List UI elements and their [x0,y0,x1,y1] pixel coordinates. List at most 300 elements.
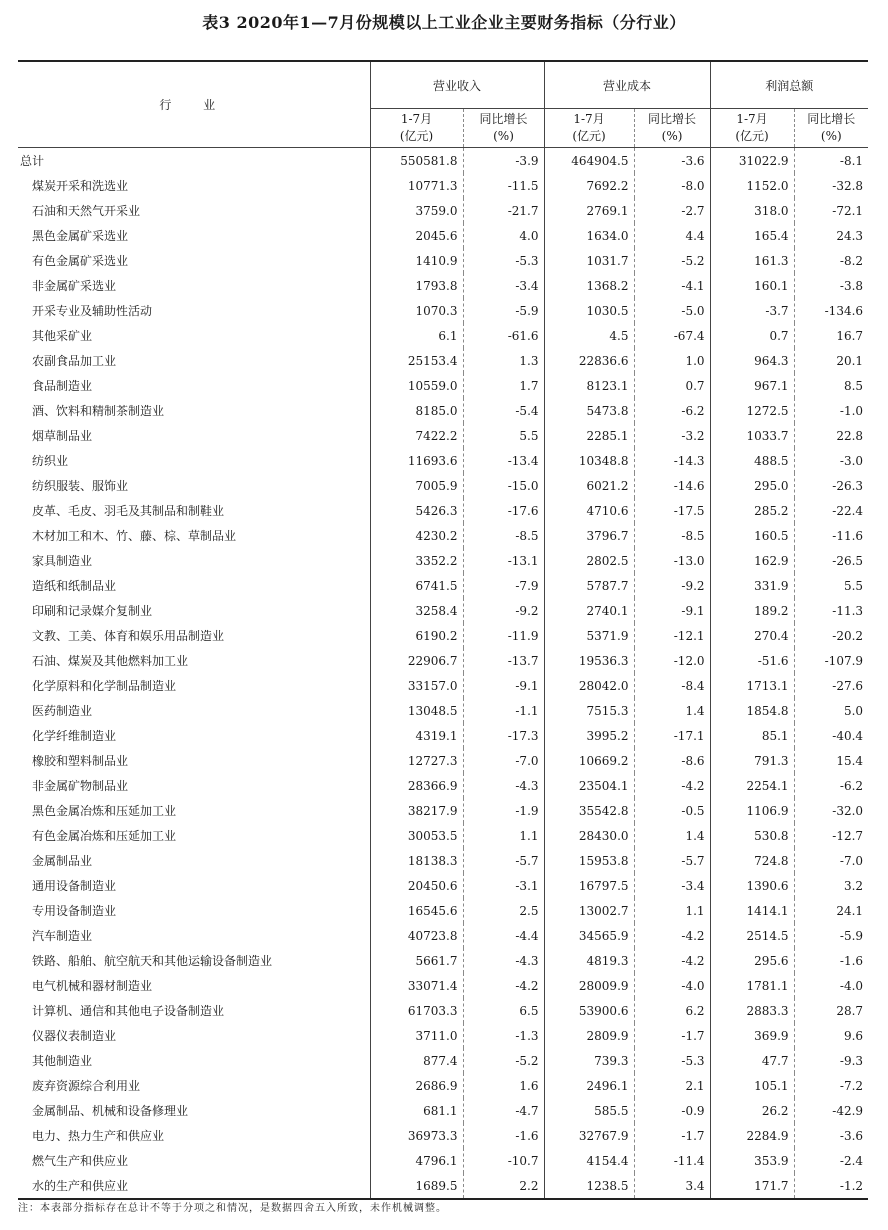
table-row [18,523,868,548]
profit-value-cell: 791.3 [710,748,794,773]
profit-growth-cell: -4.0 [794,973,868,998]
revenue-growth-cell: -15.0 [463,473,544,498]
revenue-growth-cell: -3.1 [463,873,544,898]
revenue-value-cell: 3711.0 [370,1023,463,1048]
cost-growth-cell: -9.2 [634,573,710,598]
revenue-value-cell: 4230.2 [370,523,463,548]
table-row [18,223,868,248]
cost-value-cell: 585.5 [544,1098,634,1123]
cost-value-cell: 1030.5 [544,298,634,323]
cost-value-cell: 2496.1 [544,1073,634,1098]
industry-name-cell: 农副食品加工业 [32,354,117,368]
revenue-value-cell: 6190.2 [370,623,463,648]
cost-growth-cell: -5.3 [634,1048,710,1073]
cost-value-cell: 5473.8 [544,398,634,423]
revenue-value-cell: 550581.8 [370,148,463,174]
cost-value-cell: 2285.1 [544,423,634,448]
profit-value-cell: 270.4 [710,623,794,648]
industry-name-cell: 仪器仪表制造业 [32,1029,117,1043]
table-row [18,448,868,473]
revenue-growth-cell: 1.6 [463,1073,544,1098]
revenue-value-cell: 3258.4 [370,598,463,623]
table-row [18,498,868,523]
table-row [18,1098,868,1123]
industry-name-cell: 烟草制品业 [32,429,93,443]
cost-value-cell: 2802.5 [544,548,634,573]
revenue-value-cell: 28366.9 [370,773,463,798]
revenue-growth-cell: -17.3 [463,723,544,748]
profit-growth-cell: -7.0 [794,848,868,873]
cost-value-cell: 32767.9 [544,1123,634,1148]
industry-name-cell: 食品制造业 [32,379,93,393]
cost-growth-cell: -1.7 [634,1023,710,1048]
profit-growth-cell: -9.3 [794,1048,868,1073]
profit-value-cell: 26.2 [710,1098,794,1123]
revenue-growth-cell: 5.5 [463,423,544,448]
revenue-growth-cell: -5.3 [463,248,544,273]
industry-name-cell: 黑色金属矿采选业 [32,229,129,243]
profit-growth-cell: 9.6 [794,1023,868,1048]
revenue-growth-cell: -8.5 [463,523,544,548]
cost-growth-cell: 6.2 [634,998,710,1023]
revenue-value-cell: 22906.7 [370,648,463,673]
profit-value-cell: 295.0 [710,473,794,498]
revenue-growth-cell: -17.6 [463,498,544,523]
profit-value-cell: 295.6 [710,948,794,973]
industry-name-cell: 燃气生产和供应业 [32,1154,129,1168]
profit-growth-cell: -11.6 [794,523,868,548]
cost-value-cell: 739.3 [544,1048,634,1073]
profit-growth-cell: -1.6 [794,948,868,973]
revenue-growth-cell: 2.2 [463,1173,544,1199]
cost-value-cell: 6021.2 [544,473,634,498]
industry-name-cell: 其他采矿业 [32,329,93,343]
cost-value-header: 1-7月 (亿元) [544,109,634,148]
revenue-value-cell: 681.1 [370,1098,463,1123]
cost-growth-cell: -4.2 [634,923,710,948]
profit-value-cell: 2514.5 [710,923,794,948]
revenue-value-cell: 25153.4 [370,348,463,373]
profit-value-cell: 2284.9 [710,1123,794,1148]
revenue-growth-cell: -5.2 [463,1048,544,1073]
table-row [18,873,868,898]
cost-value-cell: 3995.2 [544,723,634,748]
cost-value-cell: 19536.3 [544,648,634,673]
profit-growth-cell: 15.4 [794,748,868,773]
profit-growth-cell: -8.2 [794,248,868,273]
revenue-growth-cell: 6.5 [463,998,544,1023]
profit-growth-cell: 8.5 [794,373,868,398]
cost-value-cell: 28009.9 [544,973,634,998]
revenue-value-cell: 2686.9 [370,1073,463,1098]
cost-value-cell: 23504.1 [544,773,634,798]
profit-value-cell: 1854.8 [710,698,794,723]
cost-value-cell: 4710.6 [544,498,634,523]
profit-growth-cell: -1.2 [794,1173,868,1199]
revenue-growth-cell: -4.7 [463,1098,544,1123]
revenue-value-cell: 1410.9 [370,248,463,273]
industry-name-cell: 其他制造业 [32,1054,93,1068]
cost-value-cell: 28042.0 [544,673,634,698]
cost-growth-cell: -4.0 [634,973,710,998]
profit-growth-cell: -40.4 [794,723,868,748]
cost-growth-cell: -11.4 [634,1148,710,1173]
cost-value-cell: 34565.9 [544,923,634,948]
industry-name-cell: 电力、热力生产和供应业 [32,1129,165,1143]
profit-value-cell: 105.1 [710,1073,794,1098]
cost-value-cell: 5787.7 [544,573,634,598]
industry-name-cell: 有色金属矿采选业 [32,254,129,268]
revenue-value-cell: 40723.8 [370,923,463,948]
profit-value-cell: 488.5 [710,448,794,473]
industry-name-cell: 石油和天然气开采业 [32,204,141,218]
profit-value-cell: 160.5 [710,523,794,548]
table-row [18,923,868,948]
revenue-value-cell: 11693.6 [370,448,463,473]
industry-name-cell: 专用设备制造业 [32,904,117,918]
industry-name-cell: 非金属矿物制品业 [32,779,129,793]
profit-value-cell: 2883.3 [710,998,794,1023]
revenue-growth-cell: -13.7 [463,648,544,673]
table-row [18,573,868,598]
cost-growth-cell: -8.6 [634,748,710,773]
cost-growth-cell: -0.9 [634,1098,710,1123]
revenue-value-cell: 33071.4 [370,973,463,998]
profit-growth-cell: 24.3 [794,223,868,248]
industry-header: 行 业 [18,61,370,148]
profit-value-cell: 1106.9 [710,798,794,823]
cost-growth-cell: -8.5 [634,523,710,548]
table-row [18,998,868,1023]
revenue-value-cell: 3352.2 [370,548,463,573]
table-row [18,1173,868,1199]
revenue-value-cell: 16545.6 [370,898,463,923]
profit-value-cell: 47.7 [710,1048,794,1073]
profit-growth-cell: -5.9 [794,923,868,948]
profit-value-cell: 31022.9 [710,148,794,174]
industry-name-cell: 皮革、毛皮、羽毛及其制品和制鞋业 [32,504,225,518]
profit-growth-cell: -11.3 [794,598,868,623]
profit-growth-cell: -1.0 [794,398,868,423]
cost-growth-cell: 0.7 [634,373,710,398]
cost-growth-cell: -13.0 [634,548,710,573]
revenue-value-cell: 12727.3 [370,748,463,773]
profit-growth-cell: -42.9 [794,1098,868,1123]
cost-value-cell: 4.5 [544,323,634,348]
industry-name-cell: 文教、工美、体育和娱乐用品制造业 [32,629,225,643]
revenue-value-cell: 1689.5 [370,1173,463,1199]
profit-growth-cell: -3.0 [794,448,868,473]
cost-growth-cell: -6.2 [634,398,710,423]
profit-value-cell: 369.9 [710,1023,794,1048]
cost-growth-cell: -12.1 [634,623,710,648]
cost-value-cell: 2740.1 [544,598,634,623]
table-row [18,623,868,648]
cost-value-cell: 464904.5 [544,148,634,174]
cost-growth-cell: -3.6 [634,148,710,174]
cost-growth-cell: 2.1 [634,1073,710,1098]
table-body [18,148,868,1200]
profit-growth-cell: 5.0 [794,698,868,723]
table-row [18,248,868,273]
revenue-value-cell: 8185.0 [370,398,463,423]
cost-growth-cell: -4.1 [634,273,710,298]
profit-growth-cell: -32.8 [794,173,868,198]
table-row [18,1123,868,1148]
revenue-growth-cell: 2.5 [463,898,544,923]
revenue-growth-cell: 1.1 [463,823,544,848]
table-row [18,648,868,673]
cost-value-cell: 7515.3 [544,698,634,723]
profit-growth-cell: -134.6 [794,298,868,323]
revenue-value-cell: 10771.3 [370,173,463,198]
cost-growth-cell: -14.6 [634,473,710,498]
revenue-value-cell: 18138.3 [370,848,463,873]
cost-growth-cell: -9.1 [634,598,710,623]
revenue-growth-cell: -5.9 [463,298,544,323]
industry-name-cell: 木材加工和木、竹、藤、棕、草制品业 [32,529,237,543]
revenue-growth-cell: -1.9 [463,798,544,823]
revenue-growth-header: 同比增长 (%) [463,109,544,148]
table-row [18,823,868,848]
table-row [18,548,868,573]
table-row [18,748,868,773]
table-row [18,1073,868,1098]
table-row [18,948,868,973]
table-row [18,773,868,798]
profit-growth-cell: -26.5 [794,548,868,573]
cost-growth-cell: -67.4 [634,323,710,348]
table-row [18,698,868,723]
profit-value-cell: 189.2 [710,598,794,623]
revenue-value-cell: 877.4 [370,1048,463,1073]
profit-growth-cell: -22.4 [794,498,868,523]
table-row [18,298,868,323]
profit-value-cell: 161.3 [710,248,794,273]
cost-value-cell: 7692.2 [544,173,634,198]
profit-value-cell: -3.7 [710,298,794,323]
profit-growth-cell: -32.0 [794,798,868,823]
revenue-growth-cell: -61.6 [463,323,544,348]
profit-value-cell: 171.7 [710,1173,794,1199]
cost-value-cell: 8123.1 [544,373,634,398]
cost-value-cell: 1368.2 [544,273,634,298]
revenue-growth-cell: -7.0 [463,748,544,773]
revenue-growth-cell: -1.3 [463,1023,544,1048]
cost-value-cell: 4819.3 [544,948,634,973]
revenue-growth-cell: -5.7 [463,848,544,873]
cost-group-header: 营业成本 [544,61,710,109]
revenue-growth-cell: 1.3 [463,348,544,373]
revenue-growth-cell: -4.4 [463,923,544,948]
revenue-value-cell: 7005.9 [370,473,463,498]
cost-growth-cell: 4.4 [634,223,710,248]
profit-growth-cell: 22.8 [794,423,868,448]
cost-value-cell: 35542.8 [544,798,634,823]
revenue-value-cell: 30053.5 [370,823,463,848]
cost-value-cell: 4154.4 [544,1148,634,1173]
industry-name-cell: 铁路、船舶、航空航天和其他运输设备制造业 [32,954,273,968]
table-title: 表3 2020年1—7月份规模以上工业企业主要财务指标（分行业） [202,13,686,32]
revenue-value-cell: 10559.0 [370,373,463,398]
industry-name-cell: 通用设备制造业 [32,879,117,893]
industry-name-cell: 废弃资源综合利用业 [32,1079,141,1093]
table-row [18,398,868,423]
revenue-value-cell: 4796.1 [370,1148,463,1173]
profit-group-header: 利润总额 [710,61,868,109]
industry-name-cell: 非金属矿采选业 [32,279,117,293]
cost-growth-cell: -5.0 [634,298,710,323]
profit-value-header: 1-7月 (亿元) [710,109,794,148]
revenue-growth-cell: -13.4 [463,448,544,473]
profit-growth-cell: 3.2 [794,873,868,898]
revenue-value-cell: 36973.3 [370,1123,463,1148]
profit-value-cell: 331.9 [710,573,794,598]
revenue-growth-cell: -3.9 [463,148,544,174]
table-row [18,1048,868,1073]
cost-growth-cell: -4.2 [634,773,710,798]
revenue-growth-cell: -5.4 [463,398,544,423]
industry-name-cell: 开采专业及辅助性活动 [32,304,153,318]
profit-growth-cell: -72.1 [794,198,868,223]
profit-growth-cell: -107.9 [794,648,868,673]
profit-value-cell: 1390.6 [710,873,794,898]
profit-growth-cell: -8.1 [794,148,868,174]
revenue-value-cell: 61703.3 [370,998,463,1023]
cost-value-cell: 5371.9 [544,623,634,648]
table-row [18,1148,868,1173]
profit-value-cell: 964.3 [710,348,794,373]
table-row [18,1023,868,1048]
revenue-growth-cell: -11.9 [463,623,544,648]
cost-growth-cell: 1.4 [634,698,710,723]
profit-value-cell: 318.0 [710,198,794,223]
profit-value-cell: 967.1 [710,373,794,398]
industry-name-cell: 家具制造业 [32,554,93,568]
table-row [18,848,868,873]
profit-growth-cell: -12.7 [794,823,868,848]
industry-name-cell: 汽车制造业 [32,929,93,943]
cost-growth-cell: 1.1 [634,898,710,923]
profit-growth-cell: 28.7 [794,998,868,1023]
profit-growth-cell: -20.2 [794,623,868,648]
revenue-growth-cell: -4.2 [463,973,544,998]
industry-name-cell: 电气机械和器材制造业 [32,979,153,993]
table-row [18,973,868,998]
profit-value-cell: 85.1 [710,723,794,748]
table-row [18,173,868,198]
profit-growth-cell: -7.2 [794,1073,868,1098]
cost-growth-cell: 1.0 [634,348,710,373]
cost-value-cell: 16797.5 [544,873,634,898]
cost-growth-cell: -5.7 [634,848,710,873]
revenue-growth-cell: -3.4 [463,273,544,298]
industry-name-cell: 医药制造业 [32,704,93,718]
revenue-growth-cell: 4.0 [463,223,544,248]
table-row [18,273,868,298]
profit-value-cell: 0.7 [710,323,794,348]
profit-growth-cell: -2.4 [794,1148,868,1173]
cost-growth-cell: -8.0 [634,173,710,198]
profit-growth-cell: -6.2 [794,773,868,798]
cost-growth-cell: -12.0 [634,648,710,673]
cost-growth-cell: -3.4 [634,873,710,898]
industry-name-cell: 化学纤维制造业 [32,729,117,743]
revenue-value-cell: 3759.0 [370,198,463,223]
table-row [18,323,868,348]
cost-value-cell: 22836.6 [544,348,634,373]
revenue-growth-cell: -4.3 [463,773,544,798]
cost-growth-cell: -3.2 [634,423,710,448]
cost-growth-header: 同比增长 (%) [634,109,710,148]
cost-value-cell: 1031.7 [544,248,634,273]
table-row [18,373,868,398]
cost-growth-cell: -1.7 [634,1123,710,1148]
profit-value-cell: 1272.5 [710,398,794,423]
profit-value-cell: 353.9 [710,1148,794,1173]
revenue-value-cell: 4319.1 [370,723,463,748]
revenue-value-cell: 6741.5 [370,573,463,598]
industry-name-cell: 橡胶和塑料制品业 [32,754,129,768]
profit-value-cell: 1033.7 [710,423,794,448]
profit-value-cell: 285.2 [710,498,794,523]
profit-value-cell: 1152.0 [710,173,794,198]
cost-value-cell: 10348.8 [544,448,634,473]
revenue-value-cell: 20450.6 [370,873,463,898]
table-row [18,598,868,623]
table-row [18,898,868,923]
profit-growth-cell: -3.8 [794,273,868,298]
profit-growth-cell: 24.1 [794,898,868,923]
industry-name-cell: 石油、煤炭及其他燃料加工业 [32,654,189,668]
table-row [18,673,868,698]
cost-value-cell: 15953.8 [544,848,634,873]
industry-name-cell: 酒、饮料和精制茶制造业 [32,404,165,418]
cost-growth-cell: 3.4 [634,1173,710,1199]
industry-name-cell: 纺织业 [32,454,69,468]
cost-growth-cell: -2.7 [634,198,710,223]
revenue-growth-cell: -1.1 [463,698,544,723]
industry-name-cell: 印刷和记录媒介复制业 [32,604,153,618]
profit-value-cell: 2254.1 [710,773,794,798]
profit-growth-cell: -26.3 [794,473,868,498]
profit-value-cell: 1781.1 [710,973,794,998]
profit-value-cell: 162.9 [710,548,794,573]
revenue-value-header: 1-7月 (亿元) [370,109,463,148]
revenue-growth-cell: -10.7 [463,1148,544,1173]
revenue-growth-cell: -13.1 [463,548,544,573]
profit-value-cell: -51.6 [710,648,794,673]
profit-value-cell: 165.4 [710,223,794,248]
revenue-value-cell: 2045.6 [370,223,463,248]
revenue-growth-cell: -9.1 [463,673,544,698]
profit-value-cell: 724.8 [710,848,794,873]
cost-value-cell: 10669.2 [544,748,634,773]
cost-growth-cell: -17.1 [634,723,710,748]
revenue-growth-cell: 1.7 [463,373,544,398]
profit-value-cell: 1713.1 [710,673,794,698]
revenue-value-cell: 1793.8 [370,273,463,298]
profit-value-cell: 160.1 [710,273,794,298]
cost-growth-cell: -14.3 [634,448,710,473]
profit-growth-header: 同比增长 (%) [794,109,868,148]
cost-growth-cell: -17.5 [634,498,710,523]
total-row [18,148,868,174]
footnote: 注：本表部分指标存在总计不等于分项之和情况，是数据四舍五入所致，未作机械调整。 [18,1203,447,1214]
profit-growth-cell: 20.1 [794,348,868,373]
industry-name-cell: 有色金属冶炼和压延加工业 [32,829,177,843]
revenue-value-cell: 5661.7 [370,948,463,973]
